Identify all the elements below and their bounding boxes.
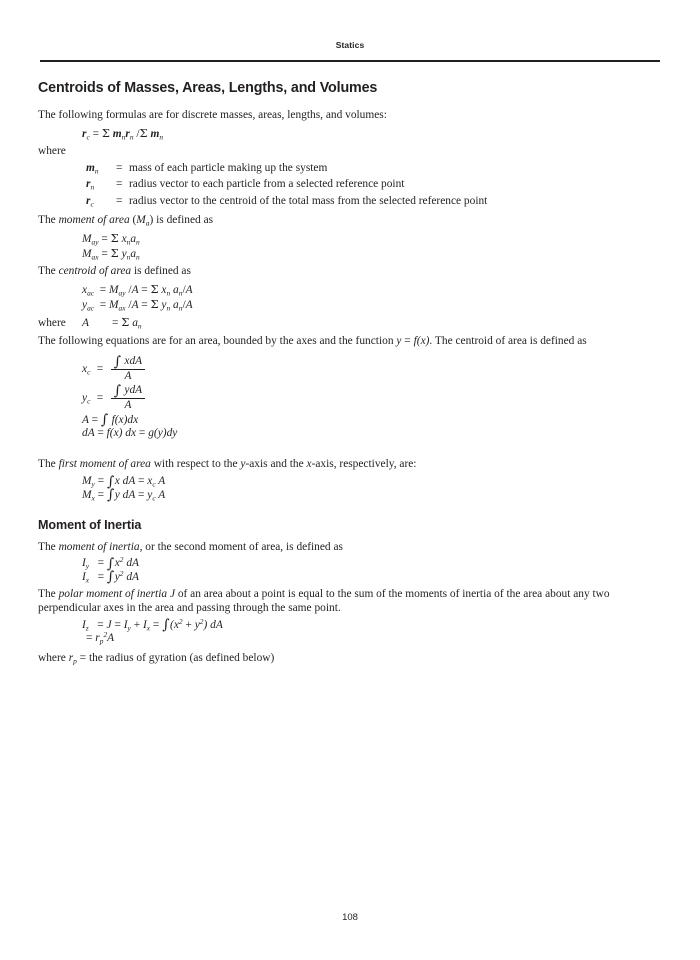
equation-first-moment-x: $M_x = \int y$ dA = $y_c$ A	[82, 487, 166, 503]
radius-of-gyration-note	[38, 651, 662, 666]
symbol-r-p: $r_p$	[68, 652, 77, 666]
term-moment-of-inertia: moment of inertia	[58, 540, 140, 553]
symbol-J: J	[167, 587, 175, 600]
lead-text: The	[38, 458, 59, 471]
equation-dA-integral: dA = f(x) dx = g(y)dy	[82, 427, 178, 440]
equation-xc-fraction: $x_c$ = $\frac{\text{∫ xdA}}{A}$	[38, 356, 662, 383]
equation-centroid-area-x: $x_{ac} = M_{ay}$ /A = Σ $x_n$ $a_n/A$	[82, 281, 193, 298]
equation-area-integral: A = ∫ f(x)dx	[82, 412, 139, 429]
intro-part-2: . The centroid of area is defined as	[429, 335, 587, 348]
equation-moment-area-y: $M_{ay} = \Sigma$ $x_na_n$	[82, 230, 140, 247]
symbol-M-a: $M_a$	[136, 214, 150, 228]
intro-paragraph: The following formulas are for discrete masses, areas, lengths, and volumes:	[38, 109, 387, 122]
equation-centroid-vector: $r_c = \Sigma$ $m_nr_n$ /Σ $m_n$	[82, 125, 164, 142]
axis-y: y	[240, 458, 246, 471]
definition-text-radius-each: radius vector to each particle from a selected reference point	[129, 178, 405, 191]
fraction-ydA-over-A: $\frac{\text{∫ ydA}}{A}$	[111, 384, 145, 411]
section-heading-moment-of-inertia: Moment of Inertia	[38, 517, 142, 532]
first-moment-intro	[38, 457, 662, 472]
tail-text: of an area about a point is equal to the sum of the moments of inertia of the area about any two perpendicular axes in the area and passing through the same point.	[38, 587, 610, 615]
moment-of-area-intro	[38, 213, 662, 228]
equation-moment-area-x: $M_{ax} = \Sigma$ $y_na_n$	[82, 246, 140, 262]
equation-group-first-moment	[38, 475, 662, 501]
lead-text: The	[38, 265, 59, 278]
polar-moment-intro	[38, 587, 662, 616]
definition-row-radius-centroid	[38, 194, 662, 209]
page-content	[38, 80, 662, 671]
lead-text: The	[38, 214, 59, 227]
tail-text: ) is defined as	[149, 214, 214, 227]
definition-text-mass: mass of each particle making up the system	[129, 162, 328, 175]
symbol-r-n: $r_n$	[86, 178, 95, 192]
equation-group-polar-inertia	[38, 616, 662, 646]
equation-group-centroid-integrals	[38, 353, 662, 440]
symbol-definition-list	[38, 161, 662, 208]
term-first-moment-of-area: first moment of area	[58, 458, 151, 471]
equation-centroid-area-y: $y_{ac} = M_{ax}$ /A = Σ $y_n$ $a_n/A$	[82, 297, 193, 313]
lead-text: where	[38, 652, 69, 665]
symbol-m-n: $m_n$	[86, 162, 99, 176]
term-polar-moment-of-inertia: polar moment of inertia	[58, 587, 168, 600]
definition-row-mass	[38, 161, 662, 176]
term-centroid-of-area: centroid of area	[58, 265, 132, 278]
equals-sign: =	[116, 194, 123, 207]
definition-text-radius-centroid: radius vector to the centroid of the total mass from the selected reference point	[129, 194, 488, 207]
where-label-1: where	[38, 144, 66, 157]
where-label-2: where	[38, 317, 66, 330]
lead-text: The	[38, 540, 59, 553]
equation-polar-inertia-gyration: = $r_p^2A$	[86, 630, 115, 646]
tail-text: is defined as	[131, 265, 191, 278]
symbol-A: A	[82, 317, 89, 330]
mid-text: with respect to the	[150, 458, 241, 471]
fraction-xdA-over-A: $\frac{\text{∫ xdA}}{A}$	[111, 355, 145, 382]
symbol-r-c: $r_c$	[86, 194, 94, 208]
equation-inertia-y: $I_y$ = $\int x^2$ dA	[82, 555, 139, 572]
equation-group-inertia	[38, 555, 662, 586]
equation-first-moment-y: $M_y = \int x$ dA = $x_c$ A	[82, 473, 166, 490]
equation-centroid-of-area	[38, 282, 662, 312]
equals-sign: =	[116, 178, 123, 191]
tail-text: -axis, respectively, are:	[311, 458, 417, 471]
page-number: 108	[342, 912, 358, 923]
equation-polar-inertia: $I_z$ = $J = I_y + I_x = \int(x^2 + y^2)$ dA	[82, 616, 223, 634]
equation-moment-of-area	[38, 231, 662, 261]
mid-text-2: -axis and the	[245, 458, 307, 471]
lead-text: The	[38, 587, 59, 600]
equation-yc-fraction: $y_c$ = $\frac{\text{∫ ydA}}{A}$	[38, 385, 662, 412]
intro-part-1: The following equations are for an area, bounded by the axes and the function	[38, 335, 397, 348]
equals-sign: =	[116, 162, 123, 175]
header-rule	[40, 60, 660, 62]
centroid-of-area-intro	[38, 264, 662, 279]
section-heading-centroids: Centroids of Masses, Areas, Lengths, and Volumes	[38, 80, 378, 96]
moment-of-inertia-intro	[38, 540, 662, 555]
paren-open: (	[129, 214, 137, 227]
definition-row-radius-each	[38, 177, 662, 192]
spacer	[38, 443, 662, 457]
where-area-row	[38, 315, 662, 329]
following-equations-intro	[38, 334, 662, 349]
term-moment-of-area: moment of area	[58, 214, 130, 227]
tail-text: , or the second moment of area, is defined as	[139, 540, 343, 553]
tail-text: = the radius of gyration (as defined below)	[76, 652, 275, 665]
equation-area-sum: = Σ $a_n$	[112, 315, 142, 331]
equation-inertia-x: $I_x$ = $\int y^2$ dA	[82, 568, 139, 586]
running-head: Statics	[335, 40, 365, 50]
function-y-of-x: y = f(x)	[396, 335, 430, 348]
axis-x: x	[306, 458, 312, 471]
